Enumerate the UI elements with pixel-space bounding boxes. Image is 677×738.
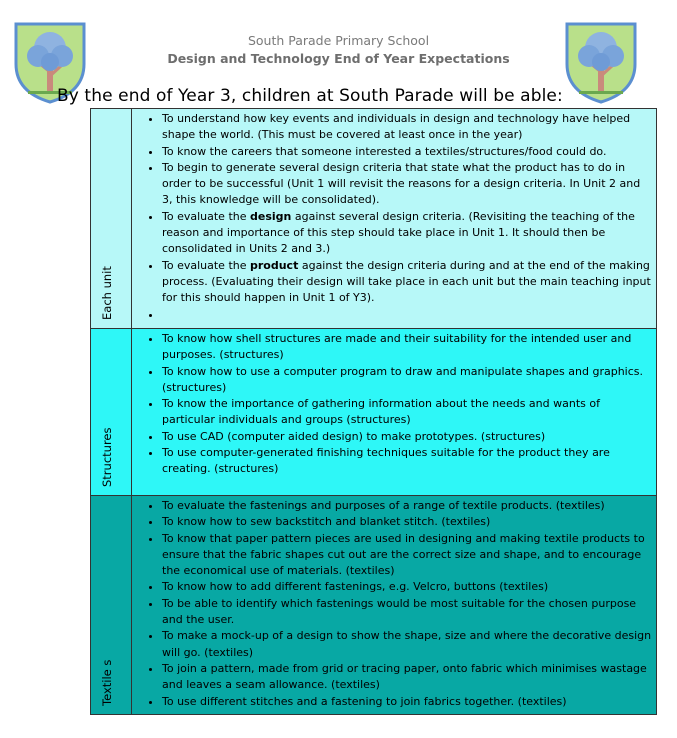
list-item: • To know how to use a computer program to draw and manipulate shapes and graphics. (structures)	[162, 364, 652, 397]
intro-heading: By the end of Year 3, children at South Parade will be able:	[57, 86, 563, 106]
textiles-row	[91, 496, 657, 715]
list-item	[162, 209, 652, 258]
expectations-table	[90, 108, 657, 715]
item-text: against the design criteria during and at the end of the making process. (Evaluating their design will take place in each unit but the main teaching input for this should happen in Unit 1 of Y3).	[162, 258, 651, 305]
list-item: • To know how to sew backstitch and blanket stitch. (textiles)	[162, 514, 652, 530]
structures-row	[91, 329, 657, 496]
each-unit-content	[132, 109, 657, 329]
structures-list	[132, 329, 656, 479]
textiles-label: Textile s	[100, 659, 114, 706]
list-item	[162, 144, 652, 160]
each-unit-label: Each unit	[100, 266, 114, 320]
each-unit-list	[132, 109, 656, 324]
list-item: • To evaluate the fastenings and purposes of a range of textile products. (textiles)	[162, 498, 652, 514]
structures-label: Structures	[100, 427, 114, 487]
document-title: Design and Technology End of Year Expectations	[167, 51, 510, 66]
list-item	[162, 111, 652, 144]
list-item: • To know how to add different fastenings, e.g. Velcro, buttons (textiles)	[162, 579, 652, 595]
textiles-content	[132, 496, 657, 715]
list-item: • To know that paper pattern pieces are used in designing and making textile products to ensure that the fabric shapes cut out are the correct size and shape, and to encourage the economical use of materials. (textiles)	[162, 531, 652, 580]
textiles-label-cell	[91, 496, 132, 715]
item-text: To begin to generate several design criteria that state what the product has to do in order to be successful (Unit 1 will revisit the reasons for a design criteria. In Unit 2 and 3, this knowledge will be consolidated).	[162, 160, 641, 207]
list-item: • To join a pattern, made from grid or tracing paper, onto fabric which minimises wastage and leaves a seam allowance. (textiles)	[162, 661, 652, 694]
item-text: To understand how key events and individuals in design and technology have helped shape the world. (This must be covered at least once in the year)	[162, 112, 631, 142]
structures-label-cell	[91, 329, 132, 496]
each-unit-row	[91, 109, 657, 329]
list-item: • To use CAD (computer aided design) to make prototypes. (structures)	[162, 429, 652, 445]
emphasis-text: product	[250, 258, 299, 272]
list-item: • To know how shell structures are made and their suitability for the intended user and purposes. (structures)	[162, 331, 652, 364]
list-item: • To make a mock-up of a design to show the shape, size and where the decorative design will go. (textiles)	[162, 628, 652, 661]
list-item: • To know the importance of gathering information about the needs and wants of particular individuals and groups (structures)	[162, 396, 652, 429]
list-item	[162, 160, 652, 209]
list-item: • To use computer-generated finishing techniques suitable for the product they are creating. (structures)	[162, 445, 652, 478]
list-item: • To be able to identify which fastenings would be most suitable for the chosen purpose and the user.	[162, 596, 652, 629]
list-item	[162, 258, 652, 307]
item-text: against several design criteria. (Revisiting the teaching of the reason and importance of this step should take place in Unit 1. It should then be consolidated in Units 2 and 3.)	[162, 209, 635, 256]
structures-content	[132, 329, 657, 496]
item-text: To evaluate the	[162, 209, 250, 223]
list-item: • To use different stitches and a fastening to join fabrics together. (textiles)	[162, 694, 652, 710]
textiles-list	[132, 496, 656, 711]
emphasis-text: design	[250, 209, 292, 223]
item-text: To know the careers that someone interested a textiles/structures/food could do.	[162, 144, 607, 158]
item-text: To evaluate the	[162, 258, 250, 272]
list-item	[162, 307, 652, 323]
school-name: South Parade Primary School	[247, 33, 430, 48]
each-unit-label-cell	[91, 109, 132, 329]
